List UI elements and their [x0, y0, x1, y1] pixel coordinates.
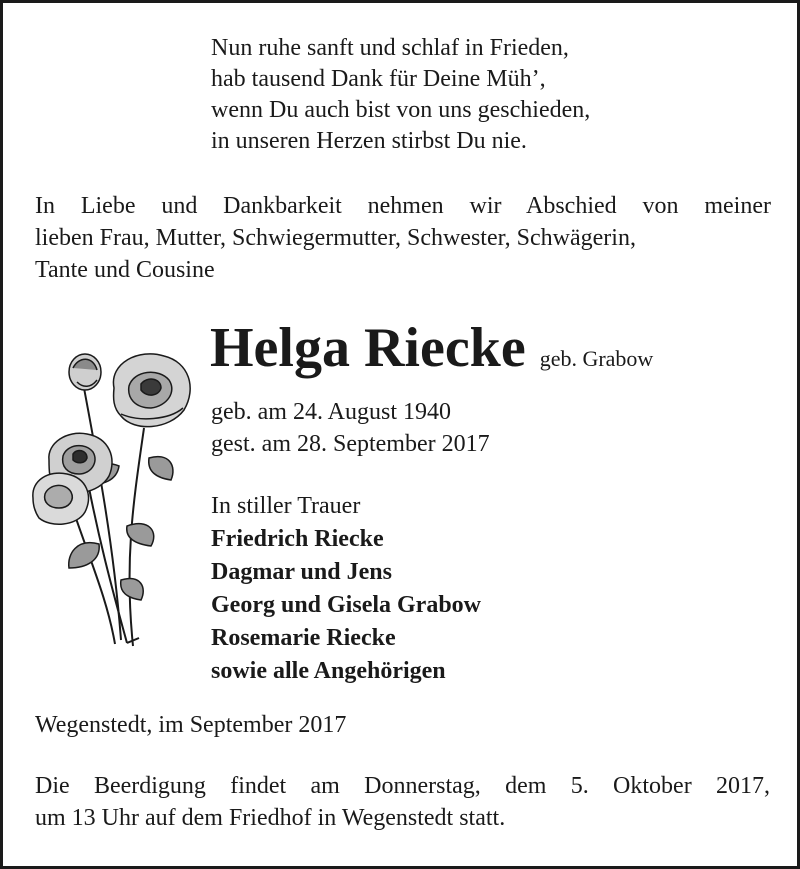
- poem-line: hab tausend Dank für Deine Müh’,: [211, 66, 546, 92]
- mourner-name: Georg und Gisela Grabow: [211, 592, 482, 618]
- intro-line: In Liebe und Dankbarkeit nehmen wir Abschied von meiner: [35, 193, 771, 219]
- rose-bouquet-illustration: [29, 348, 199, 653]
- death-date: gest. am 28. September 2017: [211, 431, 490, 457]
- intro-line: lieben Frau, Mutter, Schwiegermutter, Schwester, Schwägerin,: [35, 225, 636, 251]
- poem-line: Nun ruhe sanft und schlaf in Frieden,: [211, 35, 569, 61]
- rose-bud: [69, 354, 101, 390]
- mourner-name: Rosemarie Riecke: [211, 625, 396, 651]
- rose-small: [33, 473, 89, 524]
- birth-date: geb. am 24. August 1940: [211, 399, 451, 425]
- funeral-info: [35, 770, 770, 834]
- memorial-poem: [211, 33, 590, 157]
- mourner-name: Dagmar und Jens: [211, 559, 392, 585]
- funeral-line: Die Beerdigung findet am Donnerstag, dem 5. Oktober 2017,: [35, 773, 770, 799]
- intro-line: Tante und Cousine: [35, 257, 215, 283]
- poem-line: wenn Du auch bist von uns geschieden,: [211, 97, 591, 123]
- life-dates: [211, 396, 490, 460]
- mourner-name: Friedrich Riecke: [211, 526, 384, 552]
- deceased-name-row: [210, 313, 653, 383]
- farewell-intro: [35, 190, 771, 286]
- funeral-line: um 13 Uhr auf dem Friedhof in Wegenstedt statt.: [35, 805, 506, 831]
- rose-large: [113, 354, 190, 427]
- mourner-name: sowie alle Angehörigen: [211, 658, 446, 684]
- mourning-heading: In stiller Trauer: [211, 493, 361, 519]
- maiden-name: geb. Grabow: [539, 346, 654, 371]
- mourners-block: [211, 490, 481, 688]
- poem-line: in unseren Herzen stirbst Du nie.: [211, 128, 527, 154]
- deceased-name: Helga Riecke: [210, 317, 526, 379]
- place-and-date: Wegenstedt, im September 2017: [35, 712, 347, 738]
